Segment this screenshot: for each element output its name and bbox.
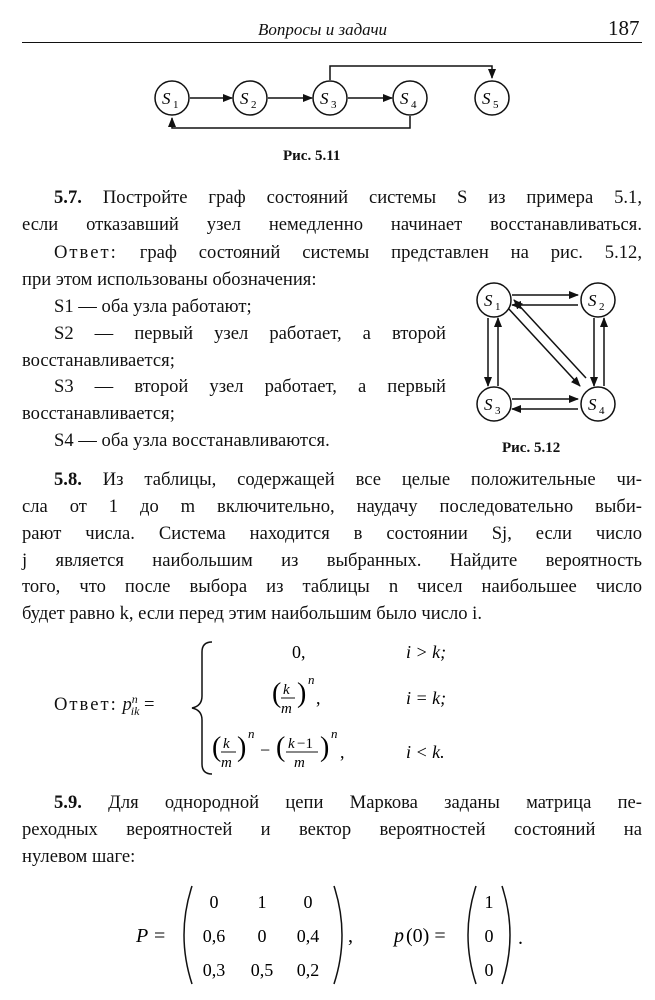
svg-text:(: (	[272, 678, 282, 709]
problem-5-9-line-3: нулевом шаге:	[22, 846, 136, 867]
node-s3	[313, 81, 347, 115]
matrix-cell: 0	[303, 892, 313, 912]
problem-5-8-line-5: того, что после выбора из таблицы n чисел наибольшее число	[22, 576, 642, 597]
svg-text:m: m	[294, 755, 305, 771]
problem-5-8-line-2: сла от 1 до m включительно, наудачу последовательно выби-	[22, 496, 642, 517]
svg-text:k: k	[283, 682, 290, 698]
svg-text:1: 1	[173, 99, 179, 111]
svg-text:5: 5	[493, 99, 499, 111]
svg-text:S: S	[484, 395, 493, 414]
svg-text:1: 1	[495, 301, 501, 313]
svg-text:(0) =: (0) =	[406, 925, 446, 947]
edge-s4-s1	[172, 116, 410, 128]
state-s2-description-cont: восстанавливается;	[22, 350, 175, 371]
vector-p0-cells	[485, 892, 494, 980]
svg-text:S: S	[240, 89, 249, 108]
node-s1	[155, 81, 189, 115]
svg-text:): )	[320, 732, 330, 763]
svg-text:S: S	[588, 395, 597, 414]
vector-cell: 1	[484, 892, 494, 912]
svg-text:S: S	[162, 89, 171, 108]
problem-5-8-answer-label: Ответ: $p^n_{ik}$ =	[54, 692, 155, 718]
svg-text:,: ,	[348, 925, 353, 947]
vector-left-paren	[468, 886, 476, 984]
problem-5-7-line-2: если отказавший узел немедленно начинает восстанавливаться.	[22, 214, 642, 235]
svg-text:S: S	[400, 89, 409, 108]
matrix-cell: 0	[209, 892, 219, 912]
svg-text:): )	[297, 678, 307, 709]
matrix-right-paren	[334, 886, 342, 984]
svg-text:4: 4	[411, 99, 417, 111]
svg-text:3: 3	[331, 99, 337, 111]
state-s2-description: S2 — первый узел работает, а второй	[54, 323, 446, 344]
matrix-cell: 1	[257, 892, 267, 912]
node-s5	[475, 81, 509, 115]
problem-5-8-line-4: j является наибольшим из выбранных. Найдите вероятность	[22, 550, 642, 571]
svg-text:2: 2	[599, 301, 605, 313]
node-s1	[477, 283, 511, 317]
matrix-formula	[130, 880, 530, 990]
matrix-left-paren	[184, 886, 192, 984]
p-ik-symbol: $p^n_{ik}$	[122, 692, 140, 718]
figure-5-12-graph	[466, 280, 636, 430]
svg-text:,: ,	[316, 688, 321, 708]
matrix-cell: 0,6	[202, 926, 226, 946]
matrix-cell: 0	[257, 926, 267, 946]
matrix-cell: 0,2	[296, 960, 320, 980]
case-3-value	[212, 726, 345, 771]
problem-5-7-answer-line-2: при этом использованы обозначения:	[22, 269, 317, 290]
state-s1-description: S1 — оба узла работают;	[54, 296, 252, 317]
problem-5-7-number: 5.7.	[54, 187, 82, 208]
node-s4	[393, 81, 427, 115]
case-1-value: 0,	[292, 642, 306, 662]
problem-5-8-line-1: 5.8. Из таблицы, содержащей все целые положительные чи-	[54, 469, 642, 490]
left-brace	[192, 642, 212, 774]
matrix-cell: 0,5	[250, 960, 274, 980]
edge-s1-s4	[508, 308, 580, 386]
svg-text:m: m	[281, 701, 292, 717]
svg-text:−: −	[260, 740, 271, 760]
case-3-condition: i < k.	[406, 742, 445, 762]
svg-text:k: k	[288, 736, 295, 752]
running-header-title: Вопросы и задачи	[258, 20, 388, 39]
edge-s3-s5	[330, 66, 492, 80]
node-s4	[581, 387, 615, 421]
svg-text:): )	[237, 732, 247, 763]
svg-text:S: S	[588, 291, 597, 310]
svg-text:,: ,	[340, 742, 345, 762]
svg-text:S: S	[484, 291, 493, 310]
problem-5-9-number: 5.9.	[54, 792, 82, 813]
node-s2	[233, 81, 267, 115]
svg-text:n: n	[308, 672, 315, 687]
svg-text:n: n	[331, 726, 338, 741]
page-number: 187	[608, 16, 640, 40]
vector-p0-label: p	[394, 925, 404, 947]
svg-text:S: S	[482, 89, 491, 108]
node-s3	[477, 387, 511, 421]
problem-5-8-line-3: рают числа. Система находится в состоянии Sj, если число	[22, 523, 642, 544]
case-2-condition: i = k;	[406, 688, 447, 708]
svg-text:3: 3	[495, 405, 501, 417]
matrix-p-label: P	[136, 925, 149, 947]
problem-5-8-number: 5.8.	[54, 469, 82, 490]
vector-cell: 0	[484, 960, 494, 980]
svg-text:S: S	[320, 89, 329, 108]
figure-5-12-caption: Рис. 5.12	[502, 440, 561, 456]
piecewise-formula	[190, 638, 490, 778]
svg-text:(: (	[212, 732, 222, 763]
matrix-cell: 0,3	[202, 960, 226, 980]
state-s4-description: S4 — оба узла восстанавливаются.	[54, 430, 330, 451]
case-2-value	[272, 672, 321, 717]
svg-text:(: (	[276, 732, 286, 763]
svg-text:=: =	[154, 925, 166, 947]
state-s3-description-cont: восстанавливается;	[22, 403, 175, 424]
problem-5-9-line-1: 5.9. Для однородной цепи Маркова заданы матрица пе-	[54, 792, 642, 813]
vector-right-paren	[502, 886, 510, 984]
svg-text:−1: −1	[297, 736, 313, 752]
problem-5-7-line-1: 5.7. Постройте граф состояний системы S из примера 5.1,	[54, 187, 642, 208]
svg-text:4: 4	[599, 405, 605, 417]
answer-label: Ответ:	[54, 242, 118, 263]
figure-5-11-caption: Рис. 5.11	[283, 148, 341, 164]
svg-text:2: 2	[251, 99, 257, 111]
node-s2	[581, 283, 615, 317]
figure-5-11-graph	[140, 58, 530, 138]
case-1-condition: i > k;	[406, 642, 447, 662]
problem-5-9-line-2: реходных вероятностей и вектор вероятностей состояний на	[22, 819, 642, 840]
problem-5-7-answer-line-1: Ответ: граф состояний системы представлен на рис. 5.12,	[54, 242, 642, 263]
svg-text:.: .	[518, 927, 523, 949]
svg-text:n: n	[248, 726, 255, 741]
svg-text:k: k	[223, 736, 230, 752]
vector-cell: 0	[484, 926, 494, 946]
edge-s4-s1	[514, 300, 586, 378]
matrix-cell: 0,4	[296, 926, 320, 946]
matrix-p-cells	[203, 892, 320, 980]
svg-text:m: m	[221, 755, 232, 771]
header-rule	[22, 42, 642, 43]
state-s3-description: S3 — второй узел работает, а первый	[54, 376, 446, 397]
problem-5-8-line-6: будет равно k, если перед этим наибольшим было число i.	[22, 603, 482, 624]
